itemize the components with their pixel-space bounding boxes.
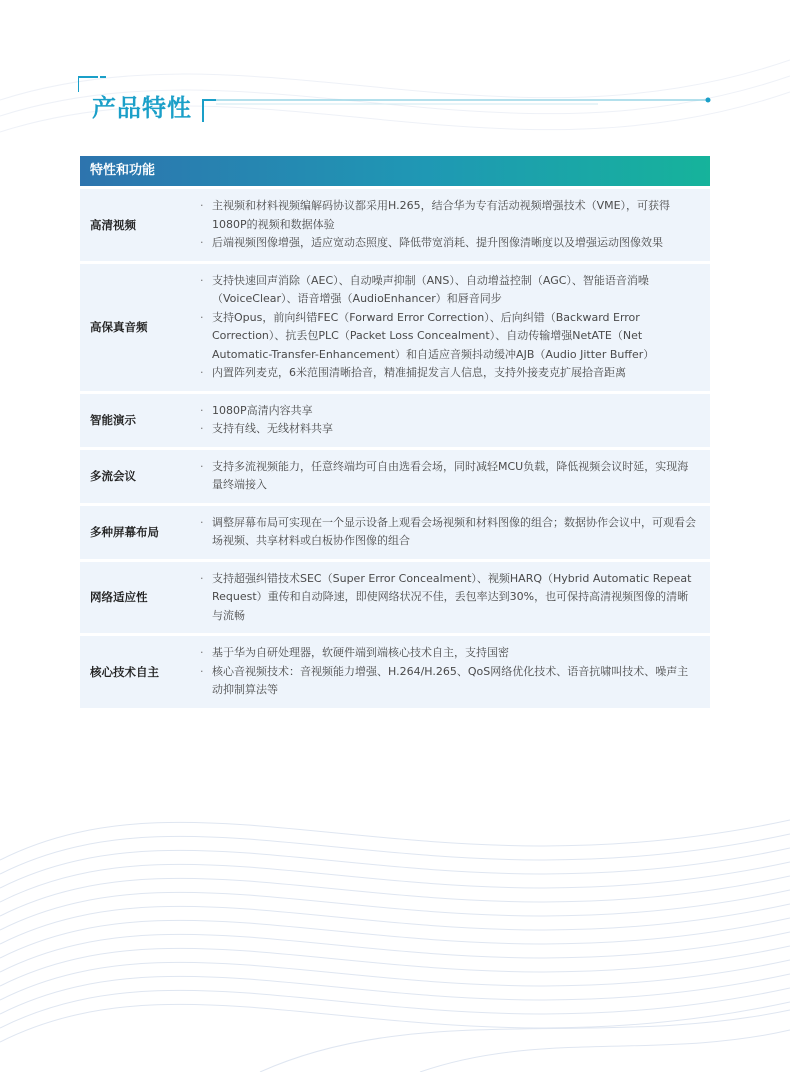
- list-item: · 主视频和材料视频编解码协议都采用H.265，结合华为专有活动视频增强技术（VME），可获得1080P的视频和数据体验: [200, 197, 696, 234]
- feature-items: [200, 636, 710, 708]
- list-item: · 内置阵列麦克，6米范围清晰拾音，精准捕捉发言人信息，支持外接麦克扩展拾音距离: [200, 364, 696, 383]
- table-row: [80, 189, 710, 261]
- list-item: · 支持快速回声消除（AEC）、自动噪声抑制（ANS）、自动增益控制（AGC）、智能语音消噪（VoiceClear）、语音增强（AudioEnhancer）和唇音同步: [200, 272, 696, 309]
- table-row: [80, 636, 710, 708]
- feature-items: [200, 189, 710, 261]
- feature-name: 多流会议: [90, 469, 136, 483]
- feature-name: 网络适应性: [90, 590, 148, 605]
- feature-name: 多种屏幕布局: [90, 525, 159, 539]
- feature-items: [200, 506, 710, 559]
- table-header: 特性和功能: [80, 156, 710, 186]
- feature-items: [200, 562, 710, 634]
- feature-name: 高清视频: [90, 217, 136, 232]
- list-item: · 1080P高清内容共享: [200, 402, 696, 421]
- list-item: · 核心音视频技术：音视频能力增强、H.264/H.265、QoS网络优化技术、语音抗啸叫技术、噪声主动抑制算法等: [200, 663, 696, 700]
- list-item: · 后端视频图像增强，适应宽动态照度、降低带宽消耗、提升图像清晰度以及增强运动图像效果: [200, 234, 696, 253]
- list-item: · 调整屏幕布局可实现在一个显示设备上观看会场视频和材料图像的组合；数据协作会议中，可观看会场视频、共享材料或白板协作图像的组合: [200, 514, 696, 551]
- page-title: 产品特性: [92, 94, 192, 122]
- feature-name: 核心技术自主: [90, 664, 159, 679]
- feature-name: 高保真音频: [90, 320, 148, 334]
- table-row: [80, 450, 710, 503]
- list-item: · 支持多流视频能力，任意终端均可自由选看会场，同时减轻MCU负载，降低视频会议时延，实现海量终端接入: [200, 458, 696, 495]
- features-table: [80, 156, 710, 708]
- feature-items: [200, 394, 710, 447]
- feature-items: [200, 450, 710, 503]
- feature-name: 智能演示: [90, 413, 136, 427]
- feature-items: [200, 264, 710, 391]
- table-row: [80, 264, 710, 391]
- list-item: · 支持有线、无线材料共享: [200, 420, 696, 439]
- section-header: [78, 74, 718, 134]
- table-row: [80, 562, 710, 634]
- list-item: · 支持超强纠错技术SEC（Super Error Concealment）、视频HARQ（Hybrid Automatic Repeat Request）重传和自动降速，即使网络状况不佳，丢包率达到30%，也可保持高清视频图像的清晰与流畅: [200, 570, 696, 626]
- list-item: · 基于华为自研处理器，软硬件端到端核心技术自主，支持国密: [200, 644, 696, 663]
- table-row: [80, 394, 710, 447]
- table-row: [80, 506, 710, 559]
- list-item: · 支持Opus，前向纠错FEC（Forward Error Correction）、后向纠错（Backward Error Correction）、抗丢包PLC（Packet Loss Concealment）、自动传输增强NetATE（Net Automatic-Transfer-Enhancement）和自适应音频抖动缓冲AJB（Audio Jitter Buffer）: [200, 309, 696, 365]
